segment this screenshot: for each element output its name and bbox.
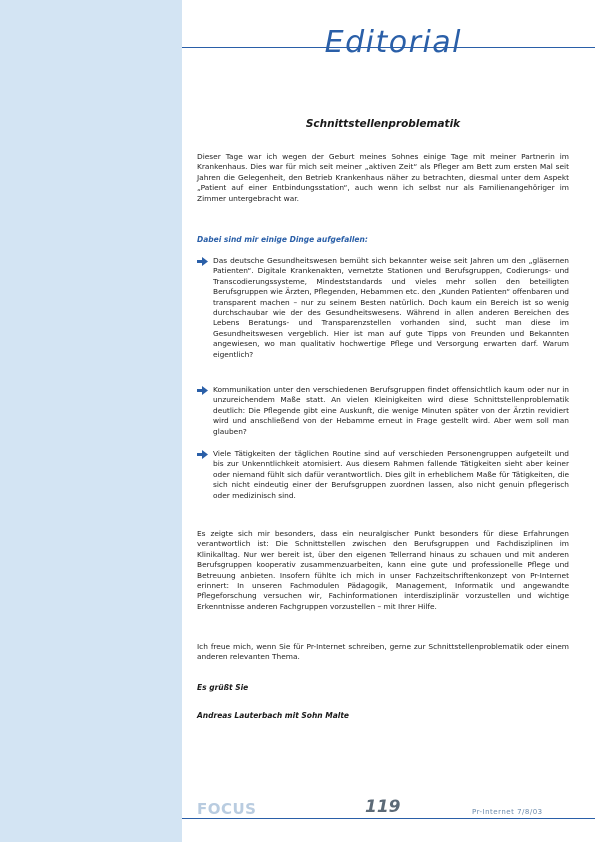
greeting: Es grüßt Sie	[197, 683, 249, 692]
arrow-right-icon	[197, 386, 208, 395]
issue-label: Pr-Internet 7/8/03	[472, 808, 543, 816]
article-headline: Schnittstellenproblematik	[305, 118, 461, 130]
left-margin-panel	[0, 0, 182, 842]
body-paragraph: Es zeigte sich mir besonders, dass ein neuralgischer Punkt besonders für diese Erfahrungen verantwortlich ist: Die Schnittstellen zwischen den Berufsgruppen und Fachdisziplinen im Klinikalltag. Nur wer bereit ist, über den eigenen Tellerrand hinaus zu schauen und mit anderen Berufsgruppen kooperativ zusammenzuarbeiten, kann eine gute und professionelle Pflege und Betreuung anbieten. Insofern fühlte ich mich in unser Fachzeitschriftenkonzept von Pr-Internet erinnert: In unseren Fachmodulen Pädagogik, Management, Informatik und angewandte Pflegeforschung versuchen wir, Fachinformationen interdisziplinär vorzustellen und wichtige Erkenntnisse anderen Fachgruppen vorzustellen – mit Ihrer Hilfe.	[197, 529, 569, 611]
page-number: 119	[365, 797, 401, 817]
arrow-right-icon	[197, 450, 208, 459]
brand-logo: FOCUS	[197, 800, 257, 818]
intro-paragraph: Dieser Tage war ich wegen der Geburt meines Sohnes einige Tage mit meiner Partnerin im Krankenhaus. Dies war für mich seit meiner „aktiven Zeit“ als Pfleger am Bett zum ersten Mal seit Jahren die Gelegenheit, den Betrieb Krankenhaus näher zu betrachten, diesmal unter dem Aspekt „Patient auf einer Entbindungsstation“, auch wenn ich selbst nur als Familienangehöriger im Zimmer untergebracht war.	[197, 152, 569, 203]
list-item-text: Viele Tätigkeiten der täglichen Routine sind auf verschieden Personengruppen aufgeteilt und bis zur Unkenntlichkeit atomisiert. Aus diesem Rahmen fallende Tätigkeiten sieht aber keiner oder niemand fühlt sich dafür verantwortlich. Dies gilt in erheblichem Maße für Tätigkeiten, die sich nicht eindeutig einer der Berufsgruppen zuordnen lassen, also nicht genuin pflegerisch oder medizinisch sind.	[213, 449, 569, 500]
arrow-right-icon	[197, 257, 208, 266]
footer-rule	[182, 818, 595, 819]
section-title: Editorial	[324, 25, 462, 60]
header-rule	[182, 47, 595, 48]
list-heading: Dabei sind mir einige Dinge aufgefallen:	[197, 235, 368, 244]
list-item-text: Das deutsche Gesundheitswesen bemüht sich bekannter weise seit Jahren um den „gläsernen Patienten“. Digitale Krankenakten, vernetzte Stationen und Berufsgruppen, Codierungs- und Transcodierungssysteme, Mindeststandards und vieles mehr sollen den beteiligten Berufsgruppen wie Ärzten, Pflegenden, Hebammen etc. den „Kunden Patienten“ offenbaren und transparent machen – nur zu seinem Besten natürlich. Doch kaum ein Bereich ist so wenig durchschaubar wie der des Gesundheitswesens. Während in allen anderen Bereichen des Lebens Beratungs- und Transparenzstellen vorhanden sind, sucht man diese im Gesundheitswesen vergeblich. Hier ist man auf gute Tipps von Freunden und Bekannten angewiesen, wo man qualitativ hochwertige Pflege und Versorgung erwarten darf. Warum eigentlich?	[213, 256, 569, 359]
signature: Andreas Lauterbach mit Sohn Malte	[197, 711, 350, 720]
list-item-text: Kommunikation unter den verschiedenen Berufsgruppen findet offensichtlich kaum oder nur in unzureichendem Maße statt. An vielen Kleinigkeiten wird diese Schnittstellenproblematik deutlich: Die Pflegende gibt eine Auskunft, die wenige Minuten später von der Ärztin revidiert wird und anschließend von der Hebamme erneut in Frage gestellt wird. Aber wem soll man glauben?	[213, 385, 569, 436]
closing-paragraph: Ich freue mich, wenn Sie für Pr-Internet schreiben, gerne zur Schnittstellenproblematik oder einem anderen relevanten Thema.	[197, 642, 569, 662]
